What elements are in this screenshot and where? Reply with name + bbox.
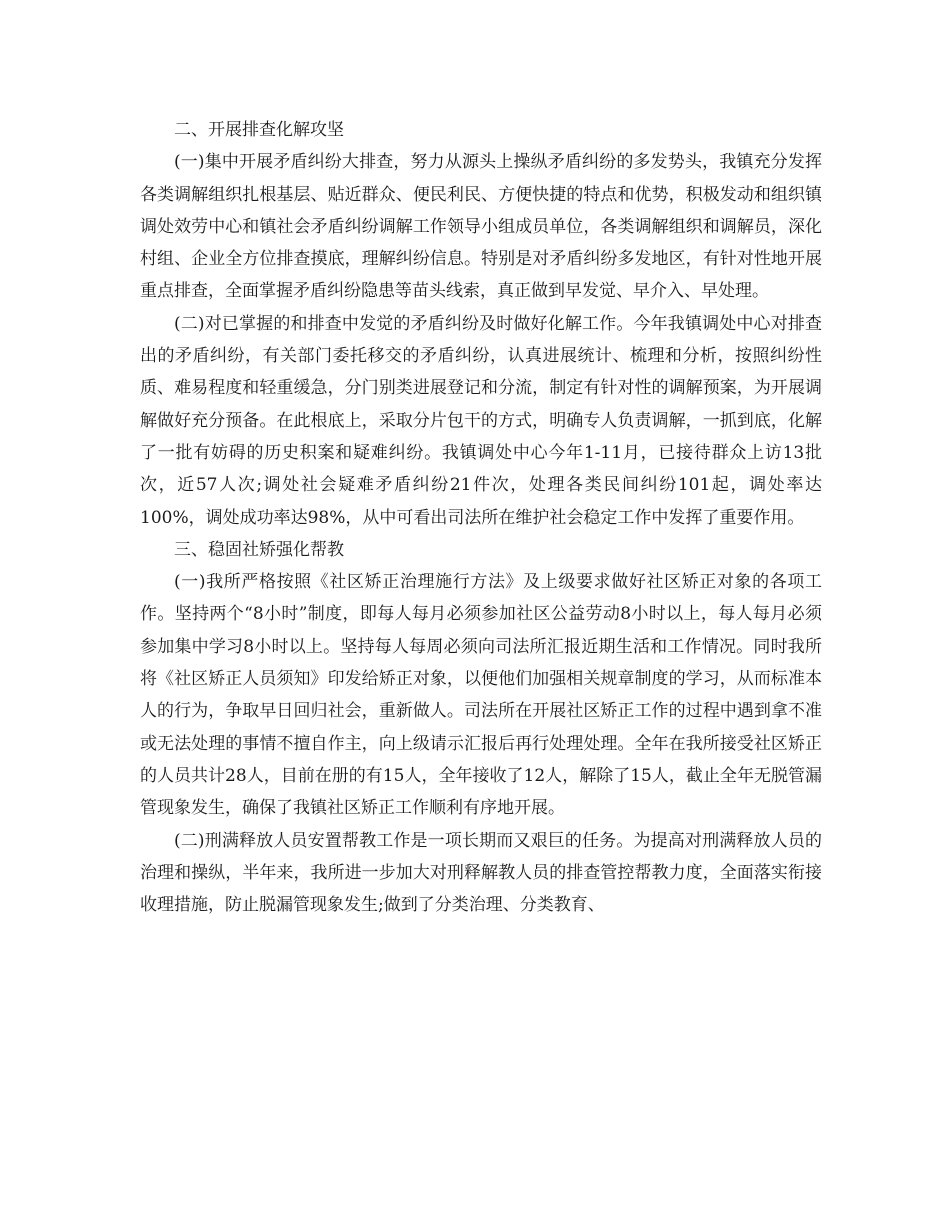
paragraph-3-2: (二)刑满释放人员安置帮教工作是一项长期而又艰巨的任务。为提高对刑满释放人员的治理和操纵，半年来，我所进一步加大对刑释解教人员的排查管控帮教力度，全面落实衔接收理措施，防止脱漏管现象发生;做到了分类治理、分类教育、 [140,830,822,916]
section-heading-3: 三、稳固社矫强化帮教 [174,539,344,560]
paragraph-2-1: (一)集中开展矛盾纠纷大排查，努力从源头上操纵矛盾纠纷的多发势头，我镇充分发挥各类调解组织扎根基层、贴近群众、便民利民、方便快捷的特点和优势，积极发动和组织镇调处效劳中心和镇社会矛盾纠纷调解工作领导小组成员单位，各类调解组织和调解员，深化村组、企业全方位排查摸底，理解纠纷信息。特别是对矛盾纠纷多发地区，有针对性地开展重点排查，全面掌握矛盾纠纷隐患等苗头线索，真正做到早发觉、早介入、早处理。 [140,152,822,302]
section-heading-2: 二、开展排查化解攻坚 [174,120,344,140]
paragraph-3-1: (一)我所严格按照《社区矫正治理施行方法》及上级要求做好社区矫正对象的各项工作。坚持两个“8小时”制度，即每人每月必须参加社区公益劳动8小时以上，每人每月必须参加集中学习8小时以上。坚持每人每周必须向司法所汇报近期生活和工作情况。同时我所将《社区矫正人员须知》印发给矫正对象，以便他们加强相关规章制度的学习，从而标准本人的行为，争取早日回归社会，重新做人。司法所在开展社区矫正工作的过程中遇到拿不准或无法处理的事情不擅自作主，向上级请示汇报后再行处理处理。全年在我所接受社区矫正的人员共计28人，目前在册的有15人，全年接收了12人，解除了15人，截止全年无脱管漏管现象发生，确保了我镇社区矫正工作顺利有序地开展。 [140,572,822,819]
paragraph-2-2: (二)对已掌握的和排查中发觉的矛盾纠纷及时做好化解工作。今年我镇调处中心对排查出的矛盾纠纷，有关部门委托移交的矛盾纠纷，认真进展统计、梳理和分析，按照纠纷性质、难易程度和轻重缓急，分门别类进展登记和分流，制定有针对性的调解预案，为开展调解做好充分预备。在此根底上，采取分片包干的方式，明确专人负责调解，一抓到底，化解了一批有妨碍的历史积案和疑难纠纷。我镇调处中心今年1-11月，已接待群众上访13批次，近57人次;调处社会疑难矛盾纠纷21件次，处理各类民间纠纷101起，调处率达100%，调处成功率达98%，从中可看出司法所在维护社会稳定工作中发挥了重要作用。 [140,313,822,528]
document-body [140,114,822,921]
